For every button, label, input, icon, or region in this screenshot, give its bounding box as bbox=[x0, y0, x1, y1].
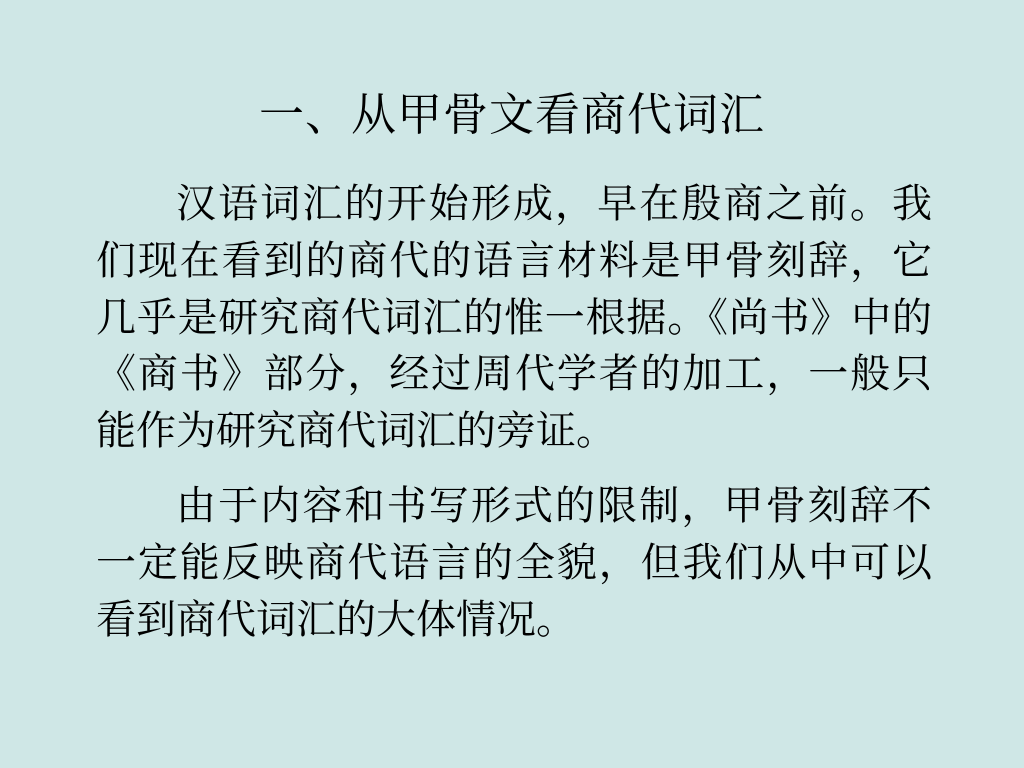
body-paragraph-2: 由于内容和书写形式的限制，甲骨刻辞不一定能反映商代语言的全貌，但我们从中可以看到商代词汇的大体情况。 bbox=[96, 483, 932, 643]
body-paragraph-1: 汉语词汇的开始形成，早在殷商之前。我们现在看到的商代的语言材料是甲骨刻辞，它几乎是研究商代词汇的惟一根据。《尚书》中的《商书》部分，经过周代学者的加工，一般只能作为研究商代词汇的旁证。 bbox=[96, 181, 932, 455]
page-title: 一、从甲骨文看商代词汇 bbox=[258, 88, 765, 141]
